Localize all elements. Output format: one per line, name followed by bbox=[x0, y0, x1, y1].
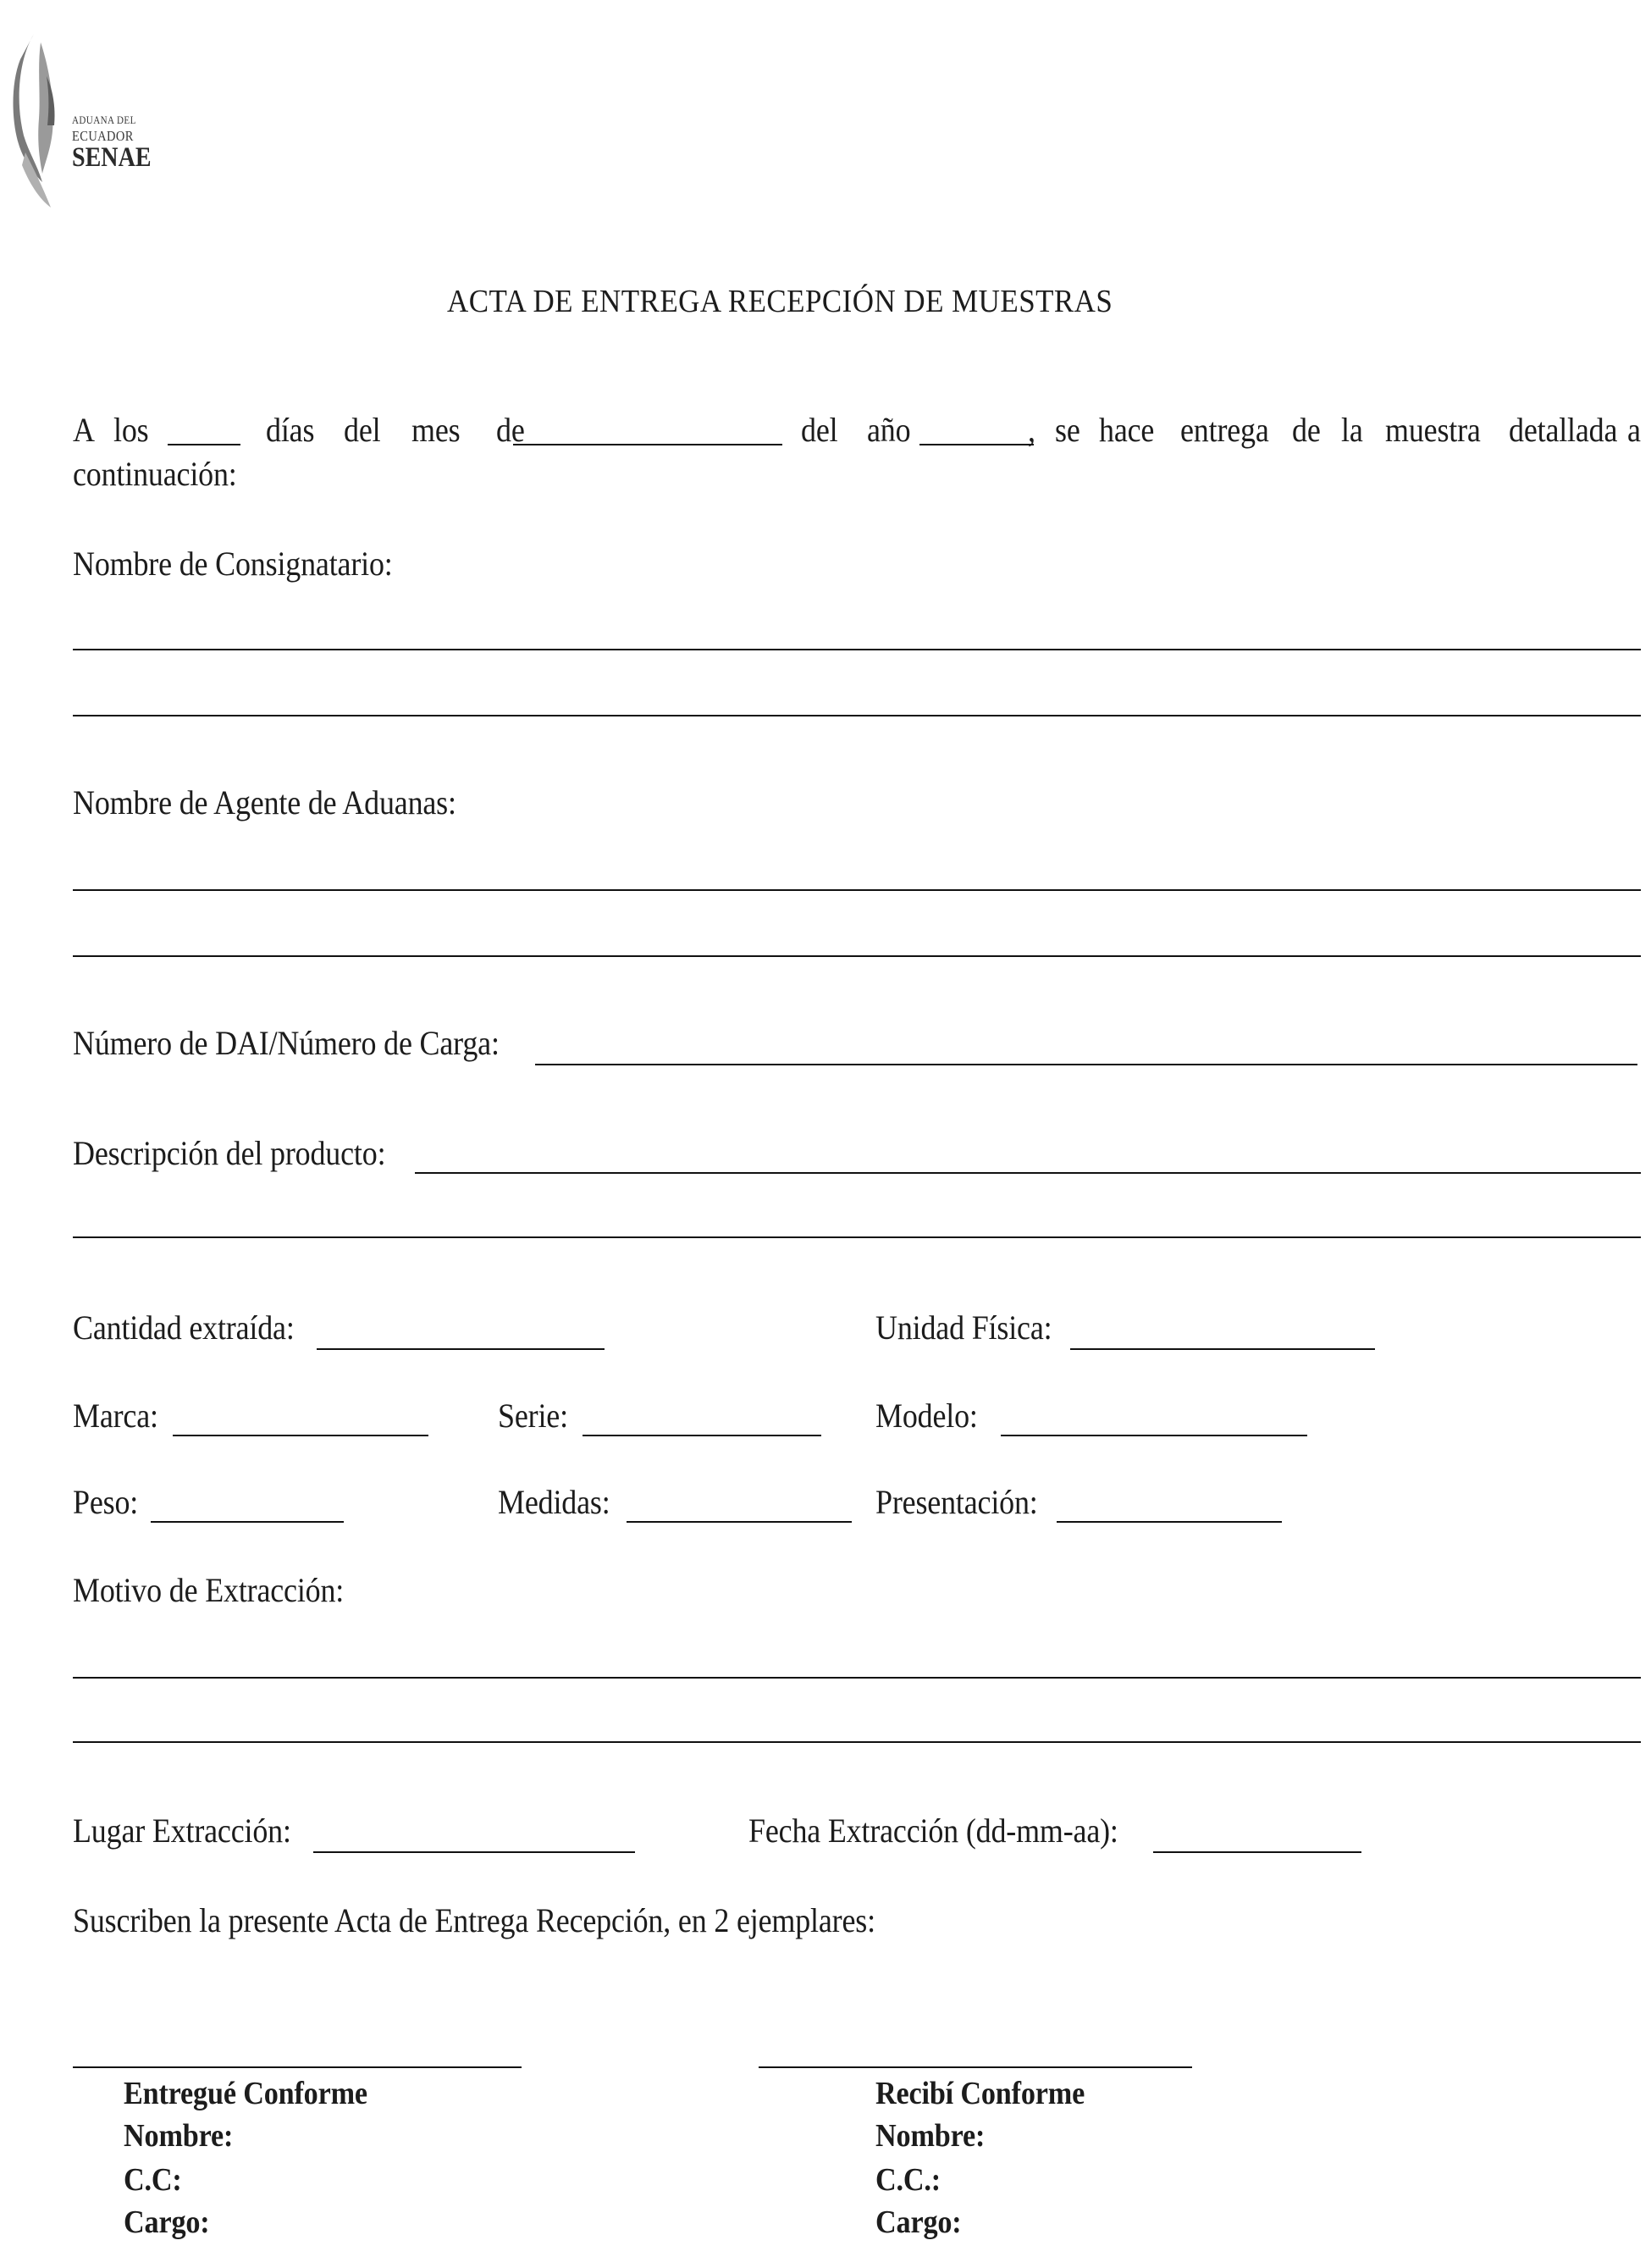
document-title: ACTA DE ENTREGA RECEPCIÓN DE MUESTRAS bbox=[447, 284, 1113, 319]
unidad-line[interactable] bbox=[1070, 1348, 1375, 1350]
intro-word: días bbox=[266, 411, 315, 449]
modelo-line[interactable] bbox=[1001, 1435, 1307, 1436]
motivo-line-2[interactable] bbox=[73, 1741, 1641, 1743]
intro-word: se bbox=[1055, 411, 1080, 449]
presentacion-line[interactable] bbox=[1057, 1521, 1282, 1523]
entregue-nombre: Nombre: bbox=[124, 2118, 234, 2154]
cantidad-label: Cantidad extraída: bbox=[73, 1308, 295, 1347]
intro-line-1 bbox=[73, 410, 1641, 451]
entregue-title: Entregué Conforme bbox=[124, 2076, 367, 2111]
day-blank[interactable] bbox=[168, 444, 240, 445]
descripcion-line-2[interactable] bbox=[73, 1236, 1641, 1238]
consignatario-label: Nombre de Consignatario: bbox=[73, 545, 393, 583]
agente-label: Nombre de Agente de Aduanas: bbox=[73, 783, 456, 821]
entregue-cc: C.C: bbox=[124, 2162, 182, 2198]
intro-word: entrega bbox=[1180, 411, 1269, 449]
intro-word: muestra bbox=[1385, 411, 1481, 449]
marca-line[interactable] bbox=[173, 1435, 428, 1436]
serie-label: Serie: bbox=[498, 1397, 568, 1435]
motivo-line-1[interactable] bbox=[73, 1677, 1641, 1679]
descripcion-line-1[interactable] bbox=[415, 1172, 1641, 1174]
entregue-cargo: Cargo: bbox=[124, 2204, 210, 2240]
intro-word: de bbox=[496, 411, 525, 449]
medidas-line[interactable] bbox=[627, 1521, 852, 1523]
intro-word: la bbox=[1341, 411, 1363, 449]
descripcion-label: Descripción del producto: bbox=[73, 1134, 386, 1172]
year-blank[interactable] bbox=[919, 444, 1034, 445]
logo-line-2: ECUADOR bbox=[72, 128, 134, 144]
dai-label: Número de DAI/Número de Carga: bbox=[73, 1024, 500, 1062]
signature-line-right[interactable] bbox=[759, 2066, 1192, 2068]
intro-line-2: continuación: bbox=[73, 455, 237, 493]
lugar-label: Lugar Extracción: bbox=[73, 1812, 291, 1850]
month-blank[interactable] bbox=[513, 444, 782, 445]
fecha-label: Fecha Extracción (dd-mm-aa): bbox=[748, 1812, 1118, 1850]
intro-word: hace bbox=[1099, 411, 1155, 449]
motivo-label: Motivo de Extracción: bbox=[73, 1571, 345, 1609]
intro-word: detallada bbox=[1509, 411, 1618, 449]
fecha-line[interactable] bbox=[1153, 1851, 1361, 1853]
lugar-line[interactable] bbox=[313, 1851, 635, 1853]
consignatario-line-1[interactable] bbox=[73, 649, 1641, 650]
dai-line[interactable] bbox=[535, 1064, 1637, 1065]
signature-line-left[interactable] bbox=[73, 2066, 522, 2068]
logo-line-1: ADUANA DEL bbox=[72, 113, 136, 126]
peso-label: Peso: bbox=[73, 1483, 139, 1521]
marca-label: Marca: bbox=[73, 1397, 158, 1435]
intro-word: mes bbox=[411, 411, 461, 449]
agente-line-2[interactable] bbox=[73, 955, 1641, 957]
intro-word: del bbox=[344, 411, 381, 449]
recibi-nombre: Nombre: bbox=[875, 2118, 986, 2154]
consignatario-line-2[interactable] bbox=[73, 715, 1641, 716]
agente-line-1[interactable] bbox=[73, 889, 1641, 891]
cantidad-line[interactable] bbox=[317, 1348, 605, 1350]
logo-line-3: SENAE bbox=[72, 142, 152, 173]
intro-comma: , bbox=[1028, 411, 1035, 449]
recibi-cc: C.C.: bbox=[875, 2162, 941, 2198]
intro-word: del bbox=[801, 411, 838, 449]
serie-line[interactable] bbox=[583, 1435, 821, 1436]
medidas-label: Medidas: bbox=[498, 1483, 610, 1521]
peso-line[interactable] bbox=[151, 1521, 344, 1523]
intro-word: a bbox=[1627, 411, 1641, 449]
intro-word: A bbox=[73, 411, 95, 449]
intro-word: año bbox=[867, 411, 911, 449]
intro-word: de bbox=[1292, 411, 1321, 449]
senae-emblem-icon bbox=[8, 25, 76, 220]
modelo-label: Modelo: bbox=[875, 1397, 978, 1435]
presentacion-label: Presentación: bbox=[875, 1483, 1038, 1521]
intro-word: los bbox=[113, 411, 149, 449]
recibi-title: Recibí Conforme bbox=[875, 2076, 1085, 2111]
closing-statement: Suscriben la presente Acta de Entrega Recepción, en 2 ejemplares: bbox=[73, 1901, 875, 1939]
recibi-cargo: Cargo: bbox=[875, 2204, 962, 2240]
senae-logo bbox=[8, 25, 178, 220]
unidad-label: Unidad Física: bbox=[875, 1308, 1052, 1347]
